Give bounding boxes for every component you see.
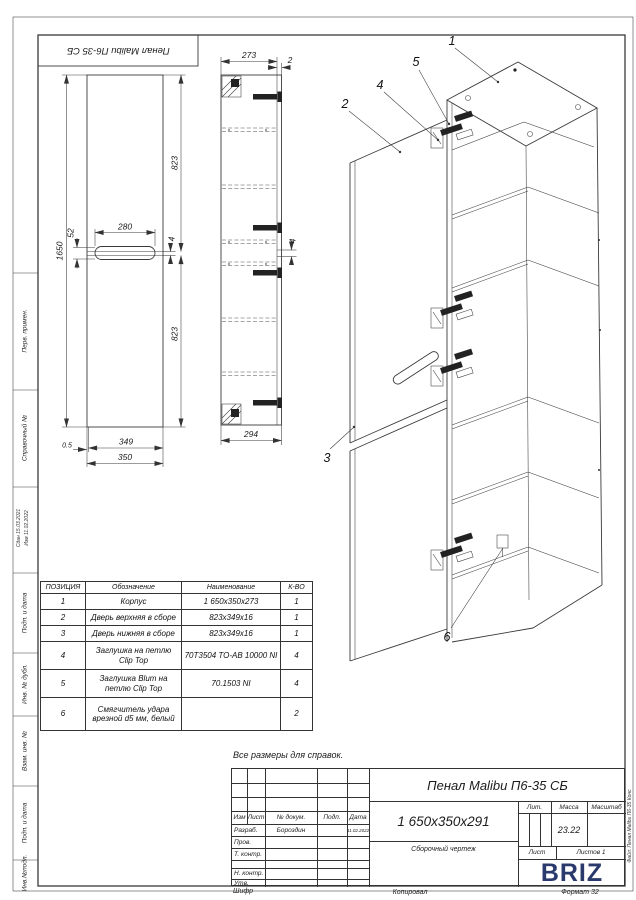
callout-6: 6 bbox=[443, 630, 451, 644]
label-list: Лист bbox=[528, 849, 546, 856]
shelf-lines bbox=[222, 128, 276, 376]
dim-total-height: 1650 bbox=[54, 241, 65, 261]
door-handle bbox=[95, 247, 155, 260]
svg-text:×: × bbox=[264, 128, 268, 134]
row-prov: Пров. bbox=[234, 838, 252, 846]
margin-label-perv-primen: Перв. примен. bbox=[21, 309, 29, 353]
lower-door bbox=[350, 408, 447, 661]
col-name: Наименование bbox=[182, 582, 281, 594]
row-utv: Утв. bbox=[234, 879, 249, 887]
svg-text:×: × bbox=[227, 128, 231, 134]
label-listov: Листов 1 bbox=[576, 849, 606, 856]
impact-damper bbox=[497, 535, 508, 548]
dim-handle-height: 52 bbox=[65, 228, 76, 238]
callout-1: 1 bbox=[448, 34, 456, 48]
rotated-designation-text: Пенал Malibu П6-35 СБ bbox=[66, 45, 170, 56]
dim-body-depth: 273 bbox=[241, 50, 257, 60]
parts-table-header bbox=[41, 582, 313, 594]
row-t-kontr: Т. контр. bbox=[234, 850, 263, 858]
margin-label-podp-data-1: Подп. и дата bbox=[21, 592, 29, 634]
row-n-kontr: Н. контр. bbox=[234, 870, 264, 877]
table-row: 5 Заглушка Blum на петлю Clip Top 70.1503 NI 4 bbox=[41, 670, 313, 698]
shelves bbox=[452, 187, 599, 579]
svg-text:×: × bbox=[227, 262, 231, 268]
dim-door-gap: 4 bbox=[166, 236, 177, 242]
document-title: Пенал Malibu П6-35 СБ bbox=[427, 777, 568, 793]
callout-3: 3 bbox=[323, 451, 331, 465]
margin-label-vzam-inv: Взам. инв. № bbox=[21, 730, 29, 772]
dim-door-top: 823 bbox=[169, 155, 180, 171]
document-type: Сборочный чертеж bbox=[411, 845, 476, 853]
svg-text:×: × bbox=[264, 240, 268, 246]
dim-side-door-gap: 4 bbox=[287, 238, 298, 244]
svg-text:×: × bbox=[227, 240, 231, 246]
margin-file-label: Файл: Пенал Malibu П6-35 Конс bbox=[627, 789, 633, 863]
upper-door bbox=[350, 120, 447, 443]
front-view bbox=[55, 75, 186, 467]
margin-stamp-date-2: Изм 11.02.2022 bbox=[24, 510, 30, 546]
iso-door-handle bbox=[392, 350, 441, 386]
bottom-kopiroval: Копировал bbox=[392, 889, 428, 896]
isometric-view bbox=[324, 34, 602, 661]
col-izm: Изм bbox=[233, 814, 246, 821]
margin-label-podp-data-2: Подп. и дата bbox=[21, 802, 29, 844]
dim-total-width: 350 bbox=[117, 452, 133, 462]
dim-side-offset: 0.5 bbox=[62, 442, 72, 450]
margin-stamp-date-1: Сдан 15.03.2021 bbox=[16, 508, 22, 548]
parts-table bbox=[40, 581, 313, 731]
table-row: 4 Заглушка на петлю Clip Top 70Т3504 ТО-АВ 10000 NI 4 bbox=[41, 642, 313, 670]
col-data: Дата bbox=[349, 814, 367, 821]
margin-label-sprav-no: Справочный № bbox=[21, 414, 29, 462]
table-row: 2 Дверь верхняя в сборе 823х349х16 1 bbox=[41, 610, 313, 626]
dim-door-bottom: 823 bbox=[169, 326, 180, 342]
dim-handle-width: 280 bbox=[117, 221, 133, 232]
table-row: 6 Смягчитель удара врезной d5 мм, белый 2 bbox=[41, 698, 313, 731]
briz-logo: BRIZ bbox=[540, 858, 604, 887]
col-doc-no: № докум. bbox=[276, 814, 306, 821]
reference-note: Все размеры для справок. bbox=[233, 750, 344, 760]
razrab-date: 11.02.2022 bbox=[346, 827, 370, 833]
dim-door-width: 349 bbox=[118, 436, 134, 447]
callout-2: 2 bbox=[341, 97, 349, 111]
dim-door-offset: 2 bbox=[287, 55, 293, 65]
col-podp: Подп. bbox=[323, 814, 341, 821]
massa-value: 23.22 bbox=[557, 824, 581, 835]
table-row: 3 Дверь нижняя в сборе 823х349х16 1 bbox=[41, 626, 313, 642]
bottom-shifr: Шифр bbox=[233, 888, 254, 895]
row-razrab: Разраб. bbox=[234, 826, 258, 834]
col-list: Лист bbox=[247, 814, 265, 821]
margin-label-inv-dubl: Инв. № дубл. bbox=[21, 664, 29, 704]
col-qty: К-ВО bbox=[281, 582, 313, 594]
bottom-format: Формат 32 bbox=[561, 889, 599, 896]
title-block bbox=[231, 768, 625, 886]
dim-total-depth: 294 bbox=[243, 429, 259, 439]
document-size: 1 650х350х291 bbox=[397, 813, 490, 829]
margin-label-inv-podl: Инв.№подл. bbox=[21, 854, 29, 892]
label-massa: Масса bbox=[559, 803, 579, 811]
label-lit: Лит. bbox=[526, 803, 543, 811]
table-row: 1 Корпус 1 650х350х273 1 bbox=[41, 594, 313, 610]
rotated-designation-box bbox=[38, 35, 198, 66]
callout-4: 4 bbox=[376, 78, 384, 92]
svg-text:×: × bbox=[264, 262, 268, 268]
col-pos: ПОЗИЦИЯ bbox=[41, 582, 86, 594]
razrab-name: Бороздин bbox=[276, 826, 306, 834]
label-masshtab: Масштаб bbox=[591, 803, 622, 811]
callout-5: 5 bbox=[412, 55, 420, 69]
col-designation: Обозначение bbox=[86, 582, 182, 594]
side-view bbox=[221, 50, 298, 445]
